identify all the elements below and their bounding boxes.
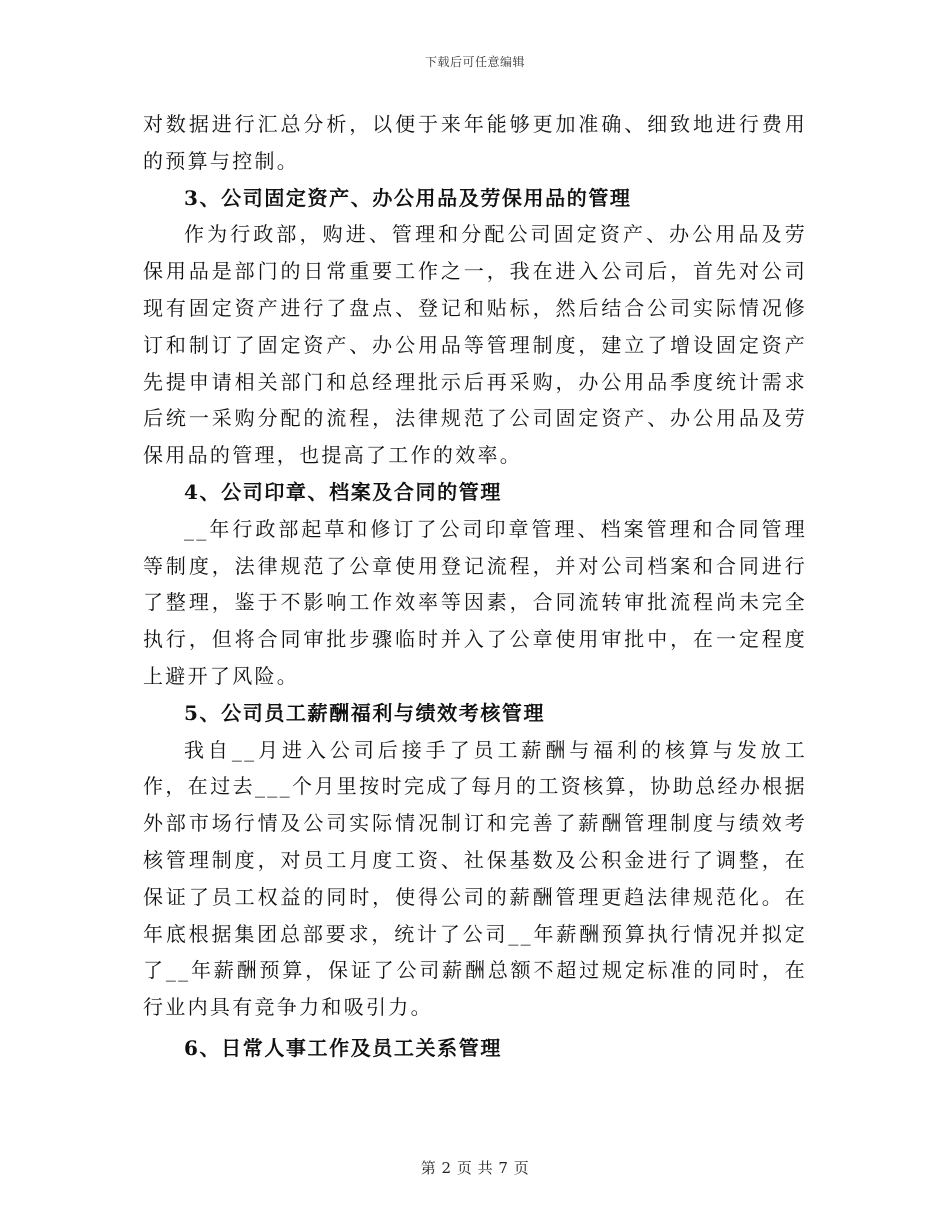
section-heading-6: 6、日常人事工作及员工关系管理 (184, 1035, 502, 1060)
section-heading-4: 4、公司印章、档案及合同的管理 (184, 479, 502, 504)
page-number-footer: 第 2 页 共 7 页 (420, 1159, 530, 1177)
paragraph-intro: 对数据进行汇总分析，以便于来年能够更加准确、细致地进行费用的预算与控制。 (143, 112, 807, 173)
document-body (143, 106, 807, 1067)
page-header: 下载后可任意编辑 (424, 55, 525, 69)
paragraph-section-3: 作为行政部，购进、管理和分配公司固定资产、办公用品及劳保用品是部门的日常重要工作之一，我在进入公司后，首先对公司现有固定资产进行了盘点、登记和贴标，然后结合公司实际情况修订和制订了固定资产、办公用品等管理制度，建立了增设固定资产先提申请相关部门和总经理批示后再采购，办公用品季度统计需求后统一采购分配的流程，法律规范了公司固定资产、办公用品及劳保用品的管理，也提高了工作的效率。 (143, 222, 807, 468)
paragraph-section-4: __年行政部起草和修订了公司印章管理、档案管理和合同管理等制度，法律规范了公章使用登记流程，并对公司档案和合同进行了整理，鉴于不影响工作效率等因素，合同流转审批流程尚未完全执行，但将合同审批步骤临时并入了公章使用审批中，在一定程度上避开了风险。 (143, 516, 807, 688)
section-heading-5: 5、公司员工薪酬福利与绩效考核管理 (184, 700, 546, 725)
section-heading-3: 3、公司固定资产、办公用品及劳保用品的管理 (184, 185, 632, 210)
paragraph-section-5: 我自__月进入公司后接手了员工薪酬与福利的核算与发放工作，在过去___个月里按时完成了每月的工资核算，协助总经办根据外部市场行情及公司实际情况制订和完善了薪酬管理制度与绩效考核管理制度，对员工月度工资、社保基数及公积金进行了调整，在保证了员工权益的同时，使得公司的薪酬管理更趋法律规范化。在年底根据集团总部要求，统计了公司__年薪酬预算执行情况并拟定了__年薪酬预算，保证了公司薪酬总额不超过规定标准的同时，在行业内具有竞争力和吸引力。 (143, 737, 807, 1020)
